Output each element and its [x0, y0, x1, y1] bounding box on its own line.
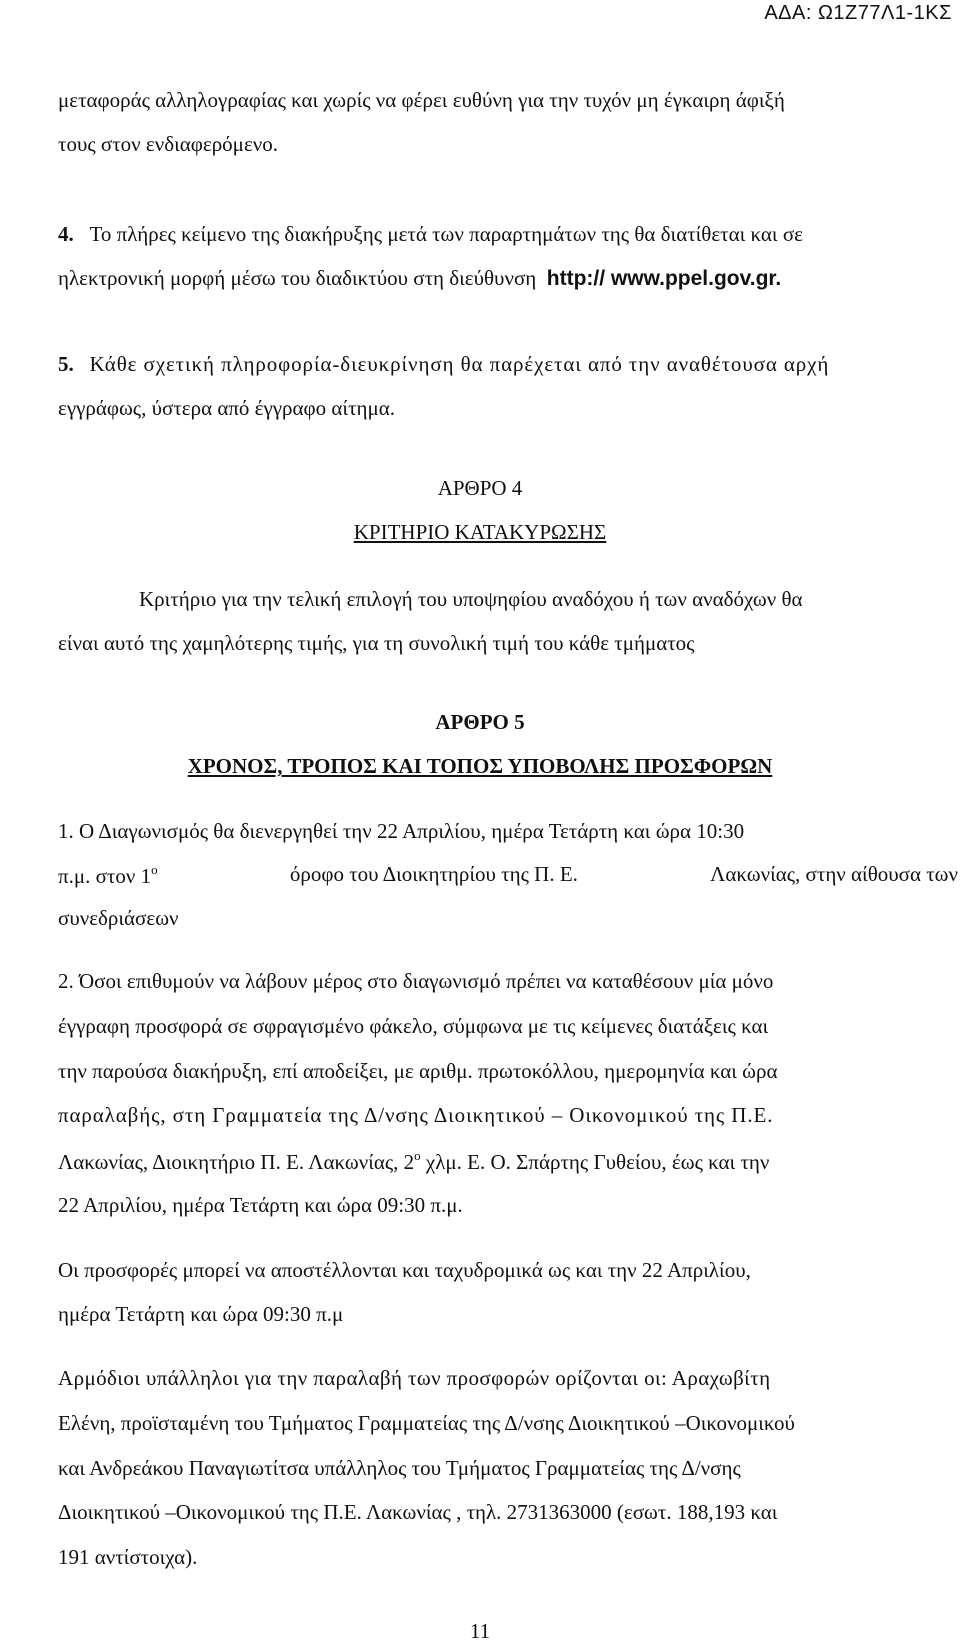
item-number: 5.	[58, 352, 74, 376]
article-5-p4-line-4: Διοικητικού –Οικονομικού της Π.Ε. Λακωνίας , τηλ. 2731363000 (εσωτ. 188,193 και	[58, 1500, 778, 1524]
article-4-subheading: ΚΡΙΤΗΡΙΟ ΚΑΤΑΚΥΡΩΣΗΣ	[353, 520, 607, 544]
article-5-subheading: ΧΡΟΝΟΣ, ΤΡΟΠΟΣ ΚΑΙ ΤΟΠΟΣ ΥΠΟΒΟΛΗΣ ΠΡΟΣΦΟΡΩΝ	[187, 754, 773, 778]
article-5-p4-line-3: και Ανδρεάκου Παναγιωτίτσα υπάλληλος του Τμήματος Γραμματείας της Δ/νσης	[58, 1456, 741, 1480]
page-number: 11	[469, 1619, 491, 1643]
text-segment: π.μ. στον 1	[58, 864, 152, 888]
item-5-line-2: εγγράφως, ύστερα από έγγραφο αίτημα.	[58, 396, 395, 420]
article-4-heading: ΑΡΘΡΟ 4	[437, 476, 523, 500]
text-segment: όροφο του Διοικητηρίου της Π. Ε.	[289, 862, 578, 886]
article-5-p4-line-5: 191 αντίστοιχα).	[58, 1545, 198, 1569]
article-5-p1-line-3: συνεδριάσεων	[58, 906, 179, 930]
article-5-heading: ΑΡΘΡΟ 5	[435, 710, 525, 734]
paragraph-line: μεταφοράς αλληλογραφίας και χωρίς να φέρει ευθύνη για την τυχόν μη έγκαιρη άφιξή	[58, 88, 785, 112]
website-link[interactable]: http:// www.ppel.gov.gr.	[546, 267, 782, 290]
item-number: 4.	[58, 222, 74, 246]
item-text: ηλεκτρονική μορφή μέσω του διαδικτύου στη διεύθυνση	[58, 266, 537, 290]
ada-header: ΑΔΑ: Ω1Ζ77Λ1-1ΚΣ	[764, 2, 952, 24]
text-segment: Λακωνίας, Διοικητήριο Π. Ε. Λακωνίας, 2	[58, 1150, 415, 1174]
superscript: ο	[414, 1148, 421, 1163]
article-5-p3-line-2: ημέρα Τετάρτη και ώρα 09:30 π.μ	[58, 1302, 344, 1326]
item-5-line-1	[58, 352, 829, 377]
item-4-line-1	[58, 222, 803, 247]
article-5-p2-line-2: έγγραφη προσφορά σε σφραγισμένο φάκελο, σύμφωνα με τις κείμενες διατάξεις και	[58, 1014, 769, 1038]
article-5-p2-line-6: 22 Απριλίου, ημέρα Τετάρτη και ώρα 09:30 π.μ.	[58, 1193, 463, 1217]
article-5-p2-line-5	[58, 1148, 769, 1175]
paragraph-line: τους στον ενδιαφερόμενο.	[58, 132, 279, 156]
item-4-line-2	[58, 266, 781, 291]
article-4-line-1: Κριτήριο για την τελική επιλογή του υποψηφίου αναδόχου ή των αναδόχων θα	[139, 587, 803, 611]
item-text: Το πλήρες κείμενο της διακήρυξης μετά των παραρτημάτων της θα διατίθεται και σε	[89, 222, 803, 246]
article-4-line-2: είναι αυτό της χαμηλότερης τιμής, για τη συνολική τιμή του κάθε τμήματος	[58, 631, 695, 655]
article-5-p4-line-1: Αρμόδιοι υπάλληλοι για την παραλαβή των προσφορών ορίζονται οι: Αραχωβίτη	[58, 1366, 771, 1390]
article-5-p2-line-1: 2. Όσοι επιθυμούν να λάβουν μέρος στο διαγωνισμό πρέπει να καταθέσουν μία μόνο	[58, 969, 774, 993]
article-5-p3-line-1: Οι προσφορές μπορεί να αποστέλλονται και ταχυδρομικά ως και την 22 Απριλίου,	[58, 1258, 751, 1282]
article-5-p2-line-4: παραλαβής, στη Γραμματεία της Δ/νσης Διοικητικού – Οικονομικού της Π.Ε.	[58, 1103, 774, 1127]
article-5-p2-line-3: την παρούσα διακήρυξη, επί αποδείξει, με αριθμ. πρωτοκόλλου, ημερομηνία και ώρα	[58, 1059, 778, 1083]
item-text: Κάθε σχετική πληροφορία-διευκρίνηση θα παρέχεται από την αναθέτουσα αρχή	[89, 352, 830, 376]
article-5-p1-line-2	[58, 862, 958, 889]
article-5-p4-line-2: Ελένη, προϊσταμένη του Τμήματος Γραμματείας της Δ/νσης Διοικητικού –Οικονομικού	[58, 1411, 795, 1435]
text-segment: Λακωνίας, στην αίθουσα των	[710, 862, 958, 886]
superscript: ο	[151, 862, 158, 877]
text-segment: χλμ. Ε. Ο. Σπάρτης Γυθείου, έως και την	[420, 1150, 770, 1174]
article-5-p1-line-1: 1. Ο Διαγωνισμός θα διενεργηθεί την 22 Απριλίου, ημέρα Τετάρτη και ώρα 10:30	[58, 819, 745, 843]
